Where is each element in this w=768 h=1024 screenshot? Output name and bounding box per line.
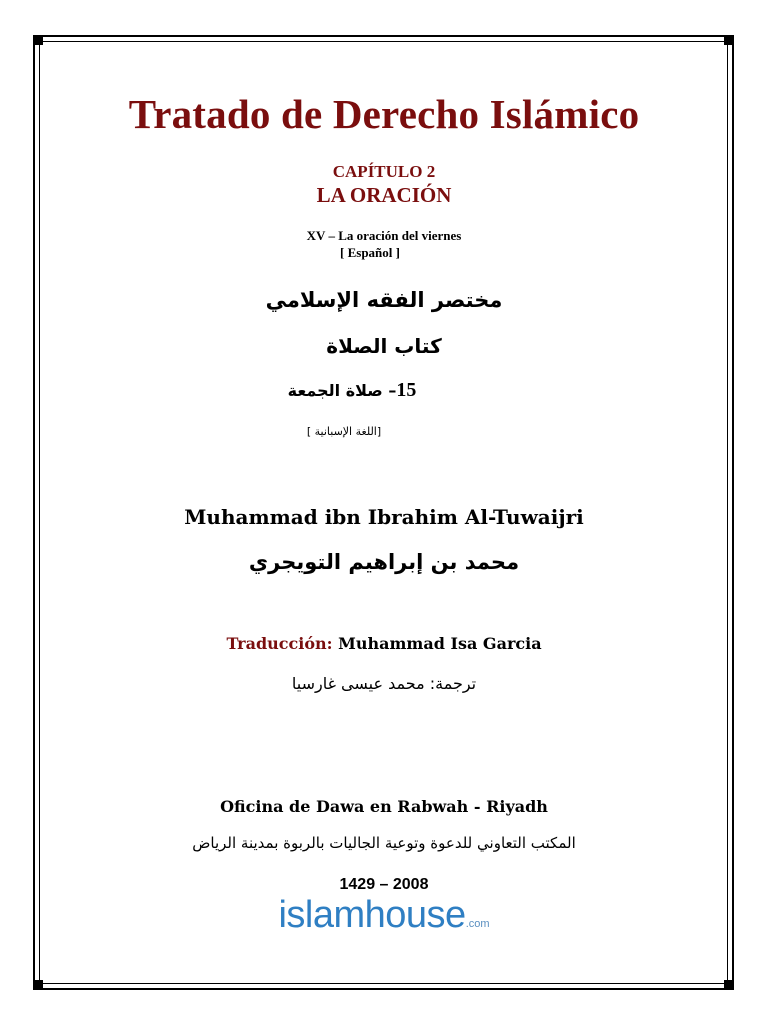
translation-credit — [40, 634, 728, 653]
arabic-author-name: محمد بن إبراهيم التويجري — [248, 550, 520, 574]
cover-page — [40, 42, 728, 982]
book-title: Tratado de Derecho Islámico — [128, 91, 640, 137]
arabic-title: مختصر الفقه الإسلامي — [265, 288, 503, 312]
translation-label: Traducción: — [226, 634, 333, 653]
chapter-name: LA ORACIÓN — [316, 183, 452, 207]
arabic-chapter-number: 15 — [396, 379, 417, 401]
author-name: Muhammad ibn Ibrahim Al-Tuwaijri — [184, 505, 584, 529]
translator-name: Muhammad Isa Garcia — [338, 634, 542, 653]
brand-name: islamhouse — [278, 894, 466, 936]
section-subtitle: XV – La oración del viernes — [306, 228, 462, 243]
publisher-office: Oficina de Dawa en Rabwah - Riyadh — [220, 797, 548, 816]
arabic-language-label: [اللغة الإسبانية ] — [306, 425, 382, 438]
chapter-label: CAPÍTULO 2 — [332, 162, 436, 181]
arabic-book-name: كتاب الصلاة — [326, 334, 442, 358]
arabic-chapter — [8, 379, 696, 402]
islamhouse-logo — [40, 894, 728, 937]
arabic-chapter-text: – صلاة الجمعة — [287, 381, 397, 400]
arabic-translator: ترجمة: محمد عيسى غارسيا — [291, 674, 477, 693]
arabic-publisher-office: المكتب التعاوني للدعوة وتوعية الجاليات بالربوة بمدينة الرياض — [192, 834, 576, 852]
brand-tld: .com — [465, 918, 490, 930]
publication-year: 1429 – 2008 — [339, 876, 429, 893]
language-label: [ Español ] — [340, 245, 400, 260]
